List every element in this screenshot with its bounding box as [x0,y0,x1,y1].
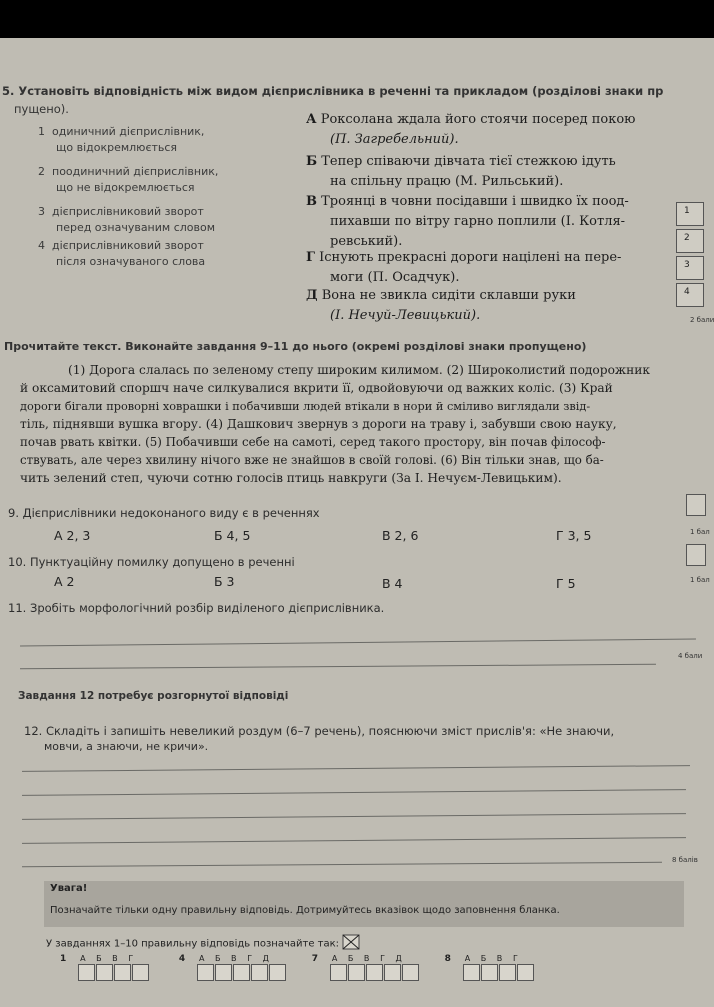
reading-line-2: й оксамитовий споршч наче силкувалися вкрити її, одвойовуючи од важких коліс. (3) Край [20,381,613,395]
q11-answer-line-2[interactable] [20,664,656,669]
answer-d: Д Вона не звикла сидіти склавши руки (І. Нечуй-Левицький). [306,288,576,323]
grid-7-cell[interactable] [384,964,401,981]
left-item-1: 1 одиничний дієприслівник, що відокремлюється [38,125,205,154]
mark-instruction-text: У завданнях 1–10 правильну відповідь позначайте так: [46,938,340,950]
q12-answer-line-3[interactable] [22,813,686,820]
grid-4-cell[interactable] [215,964,232,981]
q10-option-g[interactable]: Г 5 [556,576,576,591]
left-item-3: 3 дієприслівниковий зворот перед означуваним словом [38,205,216,234]
notice-title: Увага! [50,883,88,894]
answer-b: Б Тепер співаючи дівчата тієї стежкою ідуть на спільну працю (М. Рильський). [306,154,616,189]
bottom-grid-group-1: 1 А Б В Г [60,954,150,981]
task12-header: Завдання 12 потребує розгорнутої відповіді [18,690,289,702]
grid-4-cell[interactable] [251,964,268,981]
answer-g: Г Існують прекрасні дороги націлені на пере- моги (П. Осадчук). [306,250,622,285]
task-intro-line1: Установіть відповідність між видом дієприслівника в реченні та прикладом (розділові знаки пр [18,84,664,98]
grid-7-cell[interactable] [402,964,419,981]
reading-line-7: чить зелений степ, чуючи сотню голосів птиць навкруги (За І. Нечуєм-Левицьким). [20,471,562,485]
points-task-match: 2 бали [690,316,714,324]
q11-text: 11. Зробіть морфологічний розбір виділеного дієприслівника. [8,601,385,615]
q12-line2: мовчи, а знаючи, не кричи». [44,740,209,753]
reading-line-5: почав рвать квітки. (5) Побачивши себе на самоті, серед такого простору, він почав філософ- [20,435,606,449]
q11-answer-line-1[interactable] [20,638,696,646]
q10-option-a[interactable]: А 2 [54,574,75,589]
left-item-4: 4 дієприслівниковий зворот після означуваного слова [38,239,206,268]
q12-answer-line-1[interactable] [22,765,690,772]
reading-line-1: (1) Дорога слалась по зеленому степу широким килимом. (2) Широколистий подорожник [68,363,650,377]
q9-text: 9. Дієприслівники недоконаного виду є в реченнях [8,506,320,520]
q12-line1: 12. Складіть і запишіть невеликий роздум (6–7 речень), пояснюючи зміст прислів'я: «Не знаючи, [24,724,615,738]
task-number: 5 [2,84,11,98]
q10-text: 10. Пунктуаційну помилку допущено в реченні [8,555,295,569]
q9-option-b[interactable]: Б 4, 5 [214,528,251,543]
q10-points: 1 бал [690,576,710,584]
mark-instruction [46,934,360,953]
q9-option-v[interactable]: В 2, 6 [382,528,419,543]
grid-7-cell[interactable] [366,964,383,981]
q10-option-v[interactable]: В 4 [382,576,403,591]
grid-7-cell[interactable] [330,964,347,981]
bottom-grid-group-4: 4 А Б В Г Д [179,954,287,981]
grid-1-cell[interactable] [114,964,131,981]
q9-option-a[interactable]: А 2, 3 [54,528,91,543]
grid-7-cell[interactable] [348,964,365,981]
answer-a: А Роксолана ждала його стоячи посеред покою (П. Загребельний). [306,112,636,147]
answer-box-3[interactable]: 3 [676,256,704,280]
q12-points: 8 балів [672,856,698,864]
answer-box-1[interactable]: 1 [676,202,704,226]
notice-text: Позначайте тільки одну правильну відповідь. Дотримуйтесь вказівок щодо заповнення бланка. [50,905,560,916]
q12-answer-line-4[interactable] [22,837,686,844]
q12-answer-line-5[interactable] [22,862,662,867]
grid-1-cell[interactable] [78,964,95,981]
grid-8-cell[interactable] [481,964,498,981]
grid-1-cell[interactable] [96,964,113,981]
reading-line-6: ствувать, але через хвилину нічого вже не знайшов в своїй голові. (6) Він тільки знав, що ба- [20,453,604,467]
grid-4-cell[interactable] [197,964,214,981]
grid-4-cell[interactable] [269,964,286,981]
answer-v: В Троянці в човни посідавши і швидко їх поод- пихавши по вітру гарно поплили (І. Котля- ревський). [306,194,629,249]
bottom-grid-group-7: 7 А Б В Г Д [312,954,420,981]
bottom-grid-group-8: 8 А Б В Г [445,954,535,981]
grid-8-cell[interactable] [517,964,534,981]
grid-1-cell[interactable] [132,964,149,981]
task-intro: 5. Установіть відповідність між видом дієприслівника в реченні та прикладом (розділові знаки пр [2,84,664,98]
reading-header: Прочитайте текст. Виконайте завдання 9–11 до нього (окремі розділові знаки пропущено) [4,340,587,353]
bottom-grid [60,954,535,981]
crossed-box-example-icon [342,934,360,953]
grid-8-cell[interactable] [463,964,480,981]
left-item-2: 2 поодиничний дієприслівник, що не відокремлюється [38,165,219,194]
q12-answer-line-2[interactable] [22,789,686,796]
q9-answer-box[interactable] [686,494,706,516]
q10-answer-box[interactable] [686,544,706,566]
q9-option-g[interactable]: Г 3, 5 [556,528,592,543]
q11-points: 4 бали [678,652,703,660]
answer-box-2[interactable]: 2 [676,229,704,253]
grid-8-cell[interactable] [499,964,516,981]
q10-option-b[interactable]: Б 3 [214,574,235,589]
notice-box [44,881,684,927]
grid-4-cell[interactable] [233,964,250,981]
q9-points: 1 бал [690,528,710,536]
task-intro-line2: пущено). [14,102,69,116]
worksheet-page [0,38,714,1007]
reading-line-3: дороги бігали проворні ховрашки і побачивши людей втікали в нори й сміливо виглядали звід- [20,400,591,413]
reading-line-4: тіль, піднявши вушка вгору. (4) Дашкович звернув з дороги на траву і, забувши свою науку, [20,417,617,431]
answer-box-4[interactable]: 4 [676,283,704,307]
